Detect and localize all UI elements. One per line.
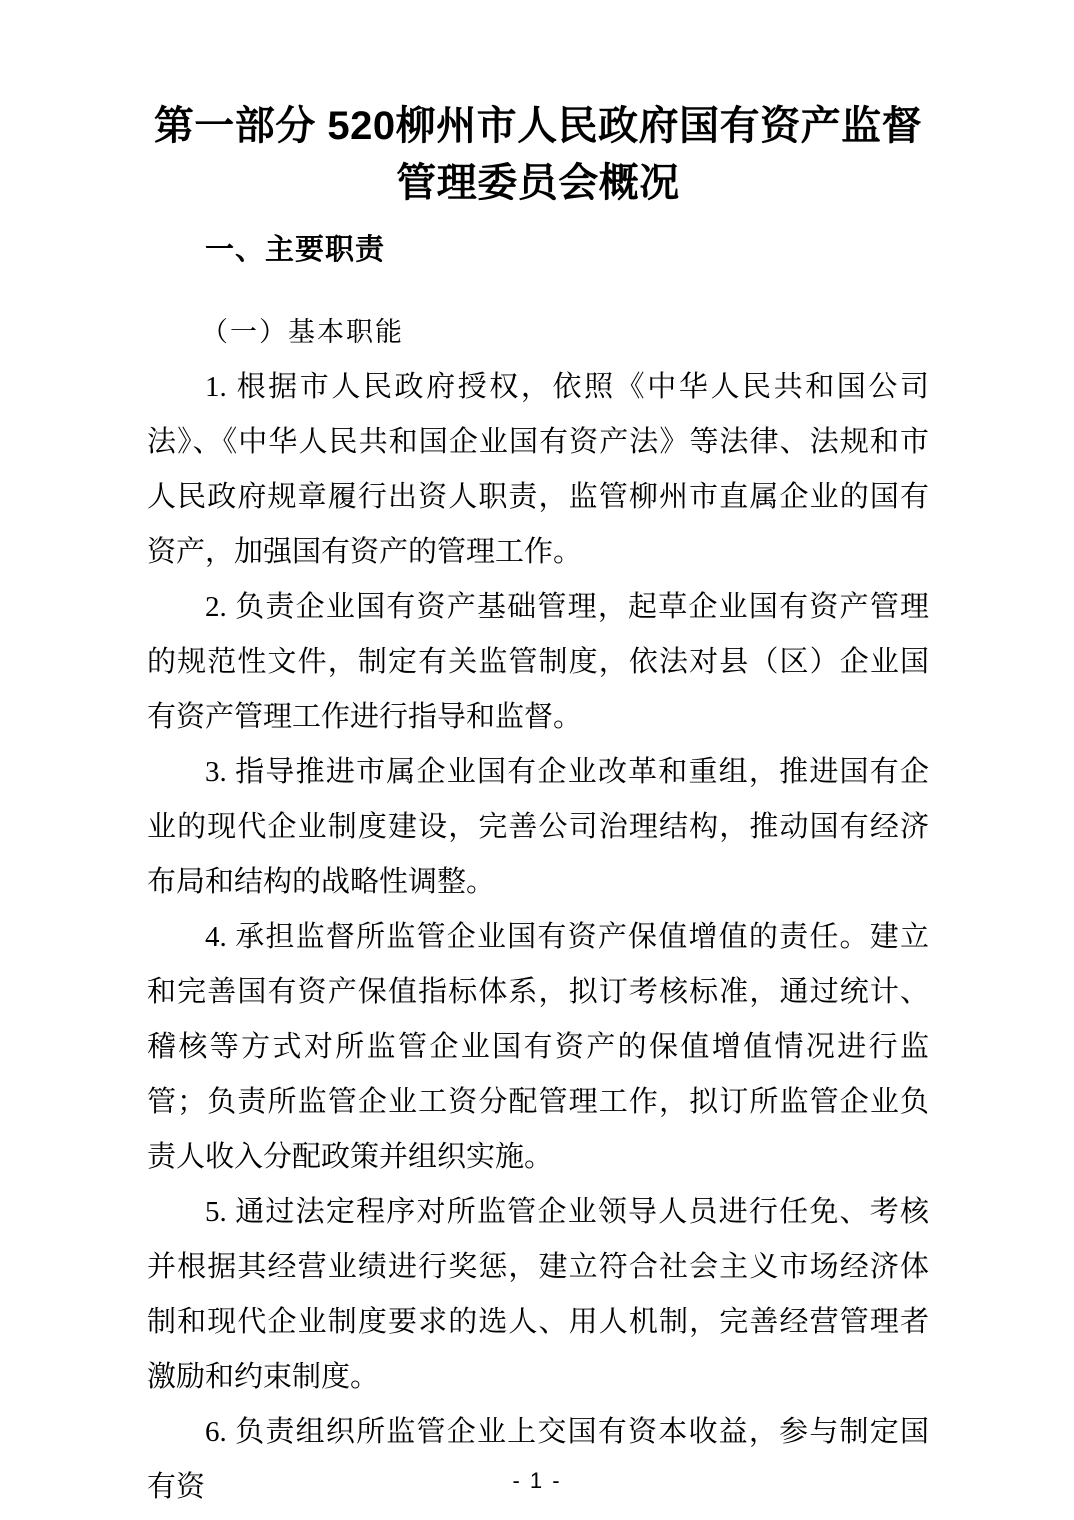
paragraph-6: 6. 负责组织所监管企业上交国有资本收益，参与制定国有资 — [147, 1416, 929, 1503]
subsection-heading: （一）基本职能 — [201, 317, 404, 347]
paragraph-5: 5. 通过法定程序对所监管企业领导人员进行任免、考核并根据其经营业绩进行奖惩，建立符合社会主义市场经济体制和现代企业制度要求的选人、用人机制，完善经营管理者激励和约束制度。 — [147, 1196, 929, 1393]
paragraph-2: 2. 负责企业国有资产基础管理，起草企业国有资产管理的规范性文件，制定有关监管制度，依法对县（区）企业国有资产管理工作进行指导和监督。 — [147, 591, 929, 733]
paragraph-1: 1. 根据市人民政府授权，依照《中华人民共和国公司法》、《中华人民共和国企业国有资产法》等法律、法规和市人民政府规章履行出资人职责，监管柳州市直属企业的国有资产，加强国有资产的管理工作。 — [147, 371, 929, 568]
page-number: - 1 - — [512, 1468, 562, 1493]
section-heading: 一、主要职责 — [205, 234, 386, 266]
paragraph-3: 3. 指导推进市属企业国有企业改革和重组，推进国有企业的现代企业制度建设，完善公司治理结构，推动国有经济布局和结构的战略性调整。 — [147, 756, 929, 898]
document-title: 第一部分 520柳州市人民政府国有资产监督管理委员会概况 — [153, 104, 923, 205]
paragraph-4: 4. 承担监督所监管企业国有资产保值增值的责任。建立和完善国有资产保值指标体系，拟订考核标准，通过统计、稽核等方式对所监管企业国有资产的保值增值情况进行监管；负责所监管企业工资分配管理工作，拟订所监管企业负责人收入分配政策并组织实施。 — [147, 921, 929, 1173]
